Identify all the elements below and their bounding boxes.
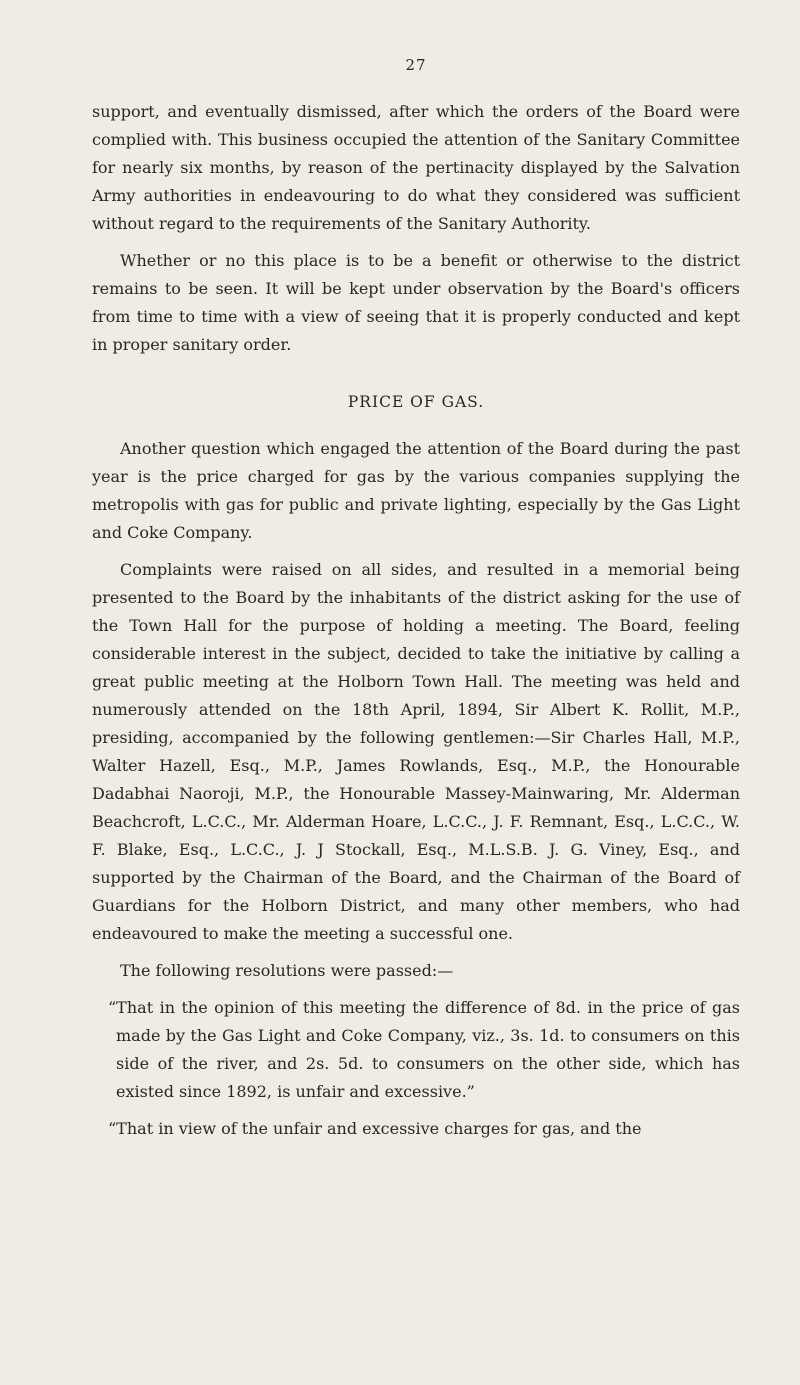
paragraph-public-meeting: Complaints were raised on all sides, and resulted in a memorial being presented to the Board by the inhabitants of the district asking for the use of the Town Hall for the purpose of holding a meeting. The Board, feeling considerable interest in the subject, decided to take the initiative by calling a great public meeting at the Holborn Town Hall. The meeting was held and numerously attended on the 18th April, 1894, Sir Albert K. Rollit, M.P., presiding, accompanied by the following gentlemen:—Sir Charles Hall, M.P., Walter Hazell, Esq., M.P., James Rowlands, Esq., M.P., the Honourable Dadabhai Naoroji, M.P., the Honourable Massey-Mainwaring, Mr. Alderman Beachcroft, L.C.C., Mr. Alderman Hoare, L.C.C., J. F. Remnant, Esq., L.C.C., W. F. Blake, Esq., L.C.C., J. J Stockall, Esq., M.L.S.B. J. G. Viney, Esq., and supported by the Chairman of the Board, and the Chairman of the Board of Guardians for the Holborn District, and many other members, who had endeavoured to make the meeting a successful one. bbox=[92, 560, 740, 943]
resolution-item: “That in the opinion of this meeting the difference of 8d. in the price of gas made by the Gas Light and Coke Company, viz., 3s. 1d. to consumers on this side of the river, and 2s. 5d. to consumers on the other side, which has existed since 1892, is unfair and excessive.” bbox=[108, 998, 740, 1101]
paragraph-gas-price-question: Another question which engaged the attention of the Board during the past year is the price charged for gas by the various companies supplying the metropolis with gas for public and private lighting, especially by the Gas Light and Coke Company. bbox=[92, 439, 740, 542]
paragraph-resolutions-intro: The following resolutions were passed:— bbox=[120, 961, 454, 980]
paragraph-district-benefit: Whether or no this place is to be a benefit or otherwise to the district remains to be seen. It will be kept under observation by the Board's officers from time to time with a view of seeing that it is properly conducted and kept in proper sanitary order. bbox=[92, 251, 740, 354]
paragraph-salvation-army-continuation: support, and eventually dismissed, after which the orders of the Board were complied with. This business occupied the attention of the Sanitary Committee for nearly six months, by reason of the pertinacity displayed by the Salvation Army authorities in endeavouring to do what they considered was sufficient without regard to the requirements of the Sanitary Authority. bbox=[92, 102, 740, 233]
section-heading-price-of-gas: PRICE OF GAS. bbox=[347, 393, 485, 411]
page-number: 27 bbox=[405, 56, 427, 74]
resolution-item: “That in view of the unfair and excessive charges for gas, and the bbox=[108, 1119, 642, 1138]
